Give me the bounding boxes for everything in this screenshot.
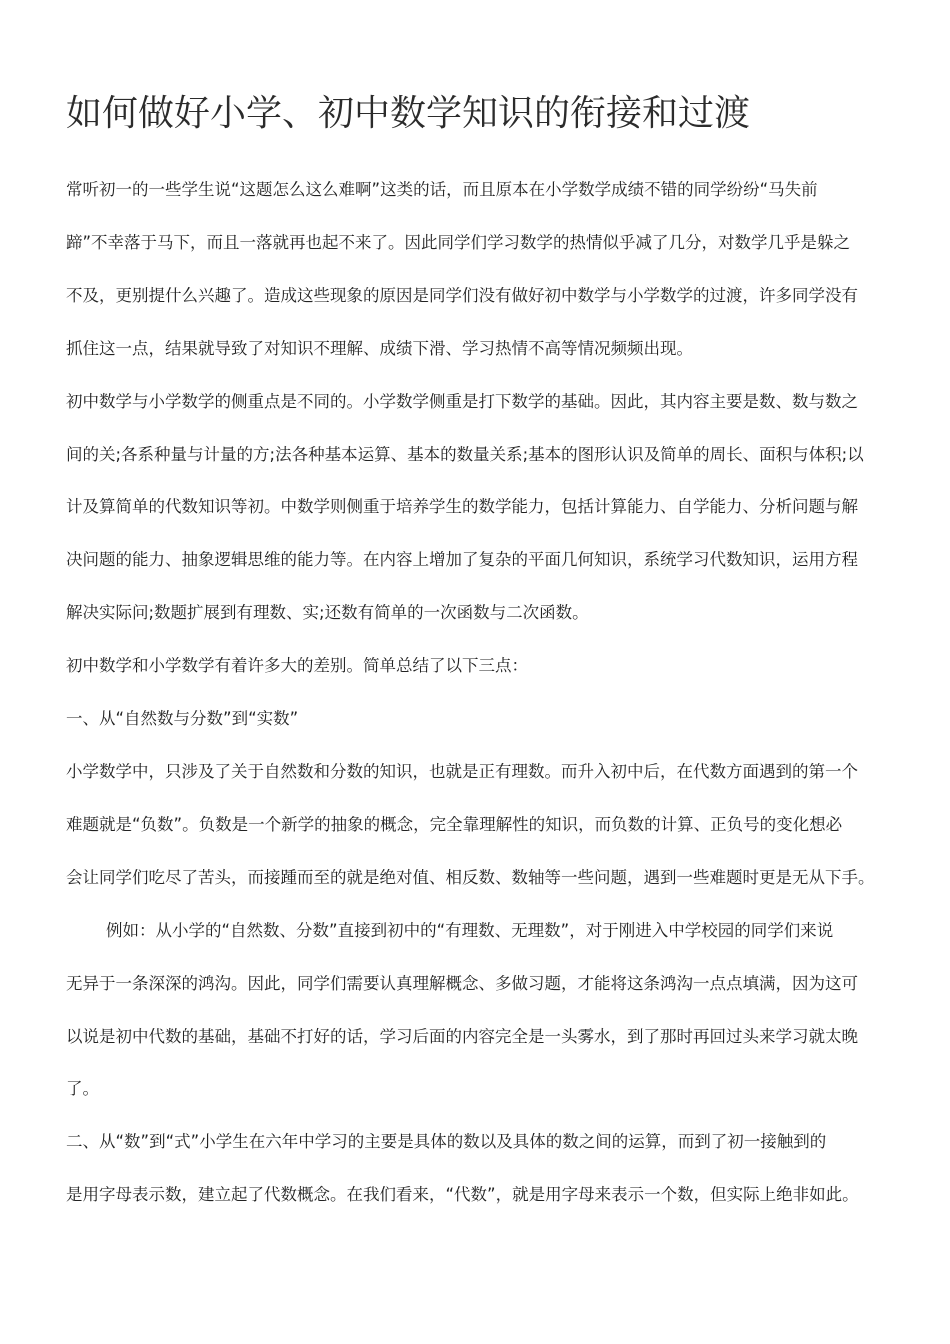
text-line: 是用字母表示数，建立起了代数概念。在我们看来，“代数”，就是用字母来表示一个数，但实际上绝非如此。 <box>66 1185 859 1205</box>
text-line: 以说是初中代数的基础，基础不打好的话，学习后面的内容完全是一头雾水，到了那时再回过头来学习就太晚 <box>66 1026 858 1046</box>
paragraph-negative-numbers <box>66 746 946 905</box>
text-line: 不及，更别提什么兴趣了。造成这些现象的原因是同学们没有做好初中数学与小学数学的过渡，许多同学没有 <box>66 285 858 305</box>
text-line: 初中数学与小学数学的侧重点是不同的。小学数学侧重是打下数学的基础。因此，其内容主要是数、数与数之 <box>66 391 858 411</box>
text-line: 小学数学中，只涉及了关于自然数和分数的知识，也就是正有理数。而升入初中后，在代数方面遇到的第一个 <box>66 761 858 781</box>
text-line: 解决实际问;数题扩展到有理数、实;还数有简单的一次函数与二次函数。 <box>66 603 589 623</box>
text-line: 决问题的能力、抽象逻辑思维的能力等。在内容上增加了复杂的平面几何知识，系统学习代数知识，运用方程 <box>66 550 858 570</box>
text-line: 蹄”不幸落于马下，而且一落就再也起不来了。因此同学们学习数学的热情似乎减了几分，对数学几乎是躲之 <box>66 232 851 252</box>
document-body <box>66 164 946 1222</box>
text-line: 计及算简单的代数知识等初。中数学则侧重于培养学生的数学能力，包括计算能力、自学能力、分析问题与解 <box>66 497 858 517</box>
text-line: 间的关;各系种量与计量的方;法各种基本运算、基本的数量关系;基本的图形认识及简单的周长、面积与体积;以 <box>66 444 864 464</box>
text-line: 难题就是“负数”。负数是一个新学的抽象的概念，完全靠理解性的知识，而负数的计算、正负号的变化想必 <box>66 814 843 834</box>
section-heading-two <box>66 1116 946 1222</box>
section-heading-one <box>66 693 946 746</box>
paragraph-intro <box>66 164 946 376</box>
paragraph-focus-difference <box>66 376 946 641</box>
text-line: 一、从“自然数与分数”到“实数” <box>66 709 299 729</box>
paragraph-example <box>66 905 946 1117</box>
text-line: 二、从“数”到“式”小学生在六年中学习的主要是具体的数以及具体的数之间的运算，而到了初一接触到的 <box>66 1132 827 1152</box>
text-line: 初中数学和小学数学有着许多大的差别。简单总结了以下三点： <box>66 656 528 676</box>
text-line: 例如：从小学的“自然数、分数”直接到初中的“有理数、无理数”，对于刚进入中学校园的同学们来说 <box>106 920 834 940</box>
text-line: 无异于一条深深的鸿沟。因此，同学们需要认真理解概念、多做习题，才能将这条鸿沟一点点填满，因为这可 <box>66 973 858 993</box>
paragraph-summary <box>66 640 946 693</box>
text-line: 常听初一的一些学生说“这题怎么这么难啊”这类的话，而且原本在小学数学成绩不错的同学纷纷“马失前 <box>66 180 818 199</box>
text-line: 了。 <box>66 1079 99 1099</box>
document-title: 如何做好小学、初中数学知识的衔接和过渡 <box>66 93 751 134</box>
text-line: 会让同学们吃尽了苦头，而接踵而至的就是绝对值、相反数、数轴等一些问题，遇到一些难题时更是无从下手。 <box>66 867 875 887</box>
text-line: 抓住这一点，结果就导致了对知识不理解、成绩下滑、学习热情不高等情况频频出现。 <box>66 338 693 358</box>
